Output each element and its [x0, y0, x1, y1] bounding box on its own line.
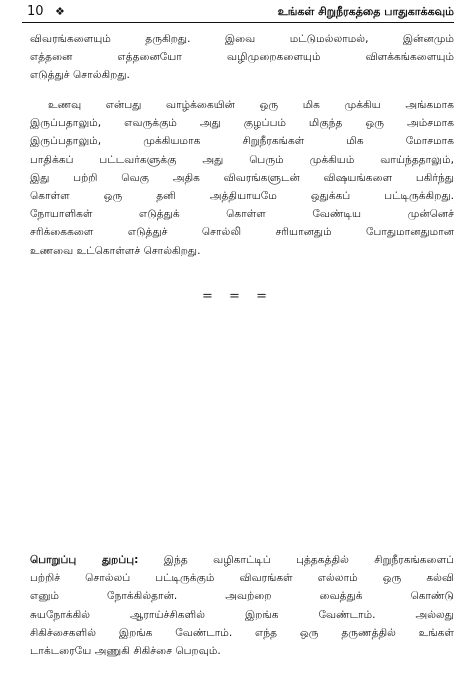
text-line: எத்தனை எத்தனையோ வழிமுறைகளையும் விளக்கங்களையும் [30, 51, 454, 64]
page-number: 10 [27, 4, 44, 19]
text-line: இருப்பதாலும், முக்கியமாக சிறுநீரகங்கள் மிக மோசமாக [30, 135, 454, 148]
text-line: எடுத்துச் சொல்கிறது. [30, 69, 130, 82]
page-header [22, 4, 454, 23]
paragraph-1 [30, 30, 454, 85]
section-separator: = = = [202, 289, 273, 304]
paragraph-2 [30, 96, 454, 260]
disclaimer-first-line: இந்த வழிகாட்டிப் புத்தகத்தில் சிறுநீரகங்களைப் [163, 554, 454, 566]
text-line: பற்றிச் சொல்லப் பட்டிருக்கும் விவரங்கள் எல்லாம் ஒரு கல்வி [30, 572, 454, 585]
text-line [30, 551, 454, 569]
text-line: உணவை உட்கொள்ளச் சொல்கிறது. [30, 244, 201, 257]
running-title: உங்கள் சிறுநீரகத்தை பாதுகாக்கவும் [277, 5, 454, 18]
text-line: கொள்ள ஒரு தனி அத்தியாயமே ஒதுக்கப் பட்டிருக்கிறது. [30, 190, 454, 203]
text-line: சிகிச்சைகளில் இறங்க வேண்டாம். எந்த ஒரு தருணத்தில் உங்கள் [30, 626, 454, 639]
text-line: இருப்பதாலும், எவருக்கும் அது குழப்பம் மிகுந்த ஒரு அம்சமாக [30, 117, 454, 130]
text-line: இது பற்றி வெகு அதிக விவரங்களுடன் விஷயங்களை பகிர்ந்து [30, 171, 454, 184]
text-line: விவரங்களையும் தருகிறது. இவை மட்டுமல்லாமல், இன்னமும் [30, 33, 454, 45]
disclaimer-label: பொறுப்பு துறப்பு: [30, 554, 139, 566]
text-line: நோயாளிகள் எடுத்துக் கொள்ள வேண்டிய முன்னெச் [30, 208, 454, 221]
text-line: டாக்டரையே அணுகி சிகிச்சை பெறவும். [30, 645, 221, 658]
ornament-icon: ❖ [55, 5, 65, 18]
disclaimer-footnote [30, 551, 454, 660]
text-line: பாதிக்கப் பட்டவர்களுக்கு அது பெரும் முக்கியம் வாய்ந்ததாலும், [30, 153, 454, 166]
text-line: எனும் நோக்கில்தான். அவற்றை வைத்துக் கொண்டு [30, 590, 454, 603]
text-line: சரிக்கைகளை எடுத்துச் சொல்லி சரியானதும் போதுமானதுமான [30, 226, 454, 239]
text-line: சுயநோக்கில் ஆராய்ச்சிகளில் இறங்க வேண்டாம். அல்லது [30, 608, 454, 621]
text-line: உணவு என்பது வாழ்க்கையின் ஒரு மிக முக்கிய அங்கமாக [48, 99, 454, 111]
